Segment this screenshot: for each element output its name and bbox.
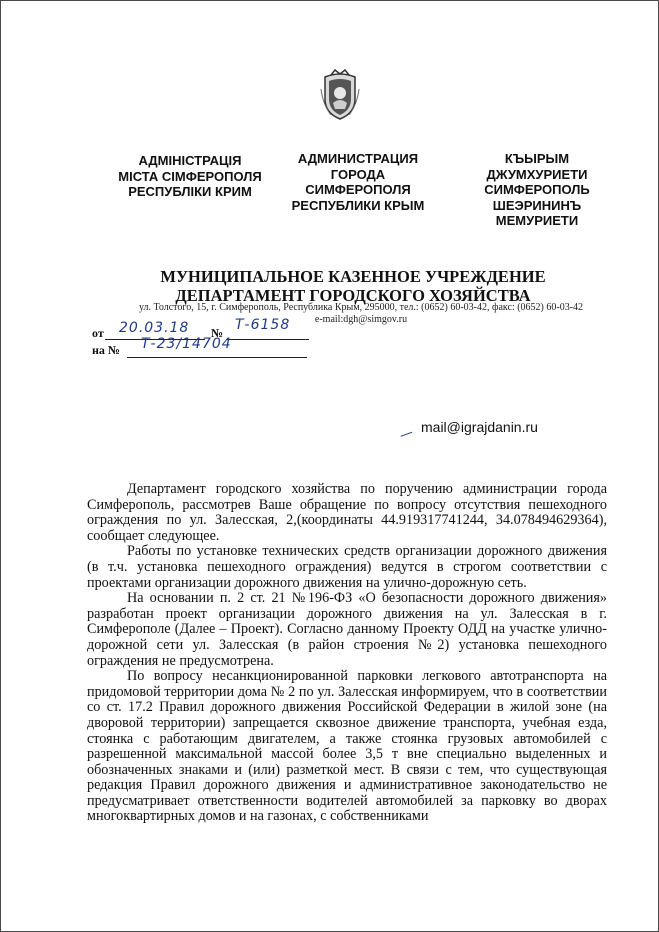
- letter-body: [87, 482, 607, 825]
- crimea-coat-of-arms-icon: [319, 69, 361, 121]
- email-text: e-mail:dgh@simgov.ru: [314, 314, 408, 325]
- header-line: СИМФЕРОПОЛЯ: [305, 182, 411, 197]
- handwritten-number: Т-6158: [235, 317, 291, 333]
- header-line: АДМІНІСТРАЦІЯ: [138, 153, 242, 168]
- header-line: ГОРОДА: [330, 166, 386, 182]
- check-mark-icon: [398, 424, 412, 437]
- organization-address: [121, 302, 601, 326]
- reply-underline: [127, 357, 307, 358]
- handwritten-reply-number: Т-23/14704: [141, 336, 232, 352]
- from-label: от: [92, 326, 104, 340]
- header-russian: [285, 151, 431, 213]
- body-paragraph: На основании п. 2 ст. 21 №196-ФЗ «О безопасности дорожного движения» разработан проект организации дорожного движения на ул. Залесская в г. Симферополе (Далее – Проект). Согласно данному Проекту ОДД на участке улично-дорожной сети ул. Залесская (в район строения №2) установка пешеходного ограждения не предусмотрена.: [87, 590, 607, 669]
- header-line: РЕСПУБЛИКИ КРЫМ: [291, 197, 425, 213]
- reply-label: на №: [92, 343, 120, 357]
- header-crimean-tatar: [471, 151, 603, 229]
- body-paragraph: Департамент городского хозяйства по поручению администрации города Симферополь, рассмотрев Ваше обращение по вопросу отсутствия пешеходного ограждения по ул. Залесская, 2,(координаты 44.919317741244, 34.078494629364), сообщает следующее.: [87, 481, 607, 544]
- organization-name-line1: МУНИЦИПАЛЬНОЕ КАЗЕННОЕ УЧРЕЖДЕНИЕ: [160, 267, 546, 286]
- header-line: КЪЫРЫМ: [504, 151, 570, 166]
- body-paragraph: По вопросу несанкционированной парковки легкового автотранспорта на придомовой территории дома № 2 по ул. Залесская информируем, что в соответствии со ст. 17.2 Правил дорожного движения Российской Федерации в жилой зоне (на дворовой территории) запрещается сквозное движение транспорта, учебная езда, стоянка с работающим двигателем, а также стоянка грузовых автомобилей с разрешенной максимальной массой более 3,5 т вне специально выделенных и обозначенных знаками и (или) разметкой мест. В связи с тем, что существующая редакция Правил дорожного движения и административное законодательство не предусматривает ответственности водителей автомобилей за парковку во дворах многоквартирных домов и на газонах, с собственниками: [87, 668, 607, 825]
- handwritten-date: 20.03.18: [119, 320, 190, 336]
- address-text: ул. Толстого, 15, г. Симферополь, Республика Крым, 295000, тел.: (0652) 60-03-42, факс: (0652) 60-03-42: [138, 302, 584, 313]
- header-line: МІСТА СІМФЕРОПОЛЯ: [118, 168, 262, 184]
- organization-name-line2: ДЕПАРТАМЕНТ ГОРОДСКОГО ХОЗЯЙСТВА: [175, 286, 531, 305]
- recipient-email: mail@igrajdanin.ru: [421, 419, 538, 435]
- header-ukrainian: [117, 153, 263, 200]
- header-line: ШЕЭРИНИНЪ: [492, 197, 582, 213]
- number-label: №: [211, 326, 224, 340]
- header-line: РЕСПУБЛІКИ КРИМ: [128, 184, 252, 199]
- header-line: АДМИНИСТРАЦИЯ: [297, 151, 419, 166]
- header-line: СИМФЕРОПОЛЬ: [484, 182, 590, 197]
- body-paragraph: Работы по установке технических средств организации дорожного движения (в т.ч. установка пешеходного ограждения) ведутся в строгом соответствии с проектами организации дорожного движения на улично-дорожную сеть.: [87, 543, 607, 591]
- header-line: ДЖУМХУРИЕТИ: [486, 166, 588, 182]
- number-underline: [227, 339, 309, 340]
- header-line: МЕМУРИЕТИ: [495, 213, 579, 228]
